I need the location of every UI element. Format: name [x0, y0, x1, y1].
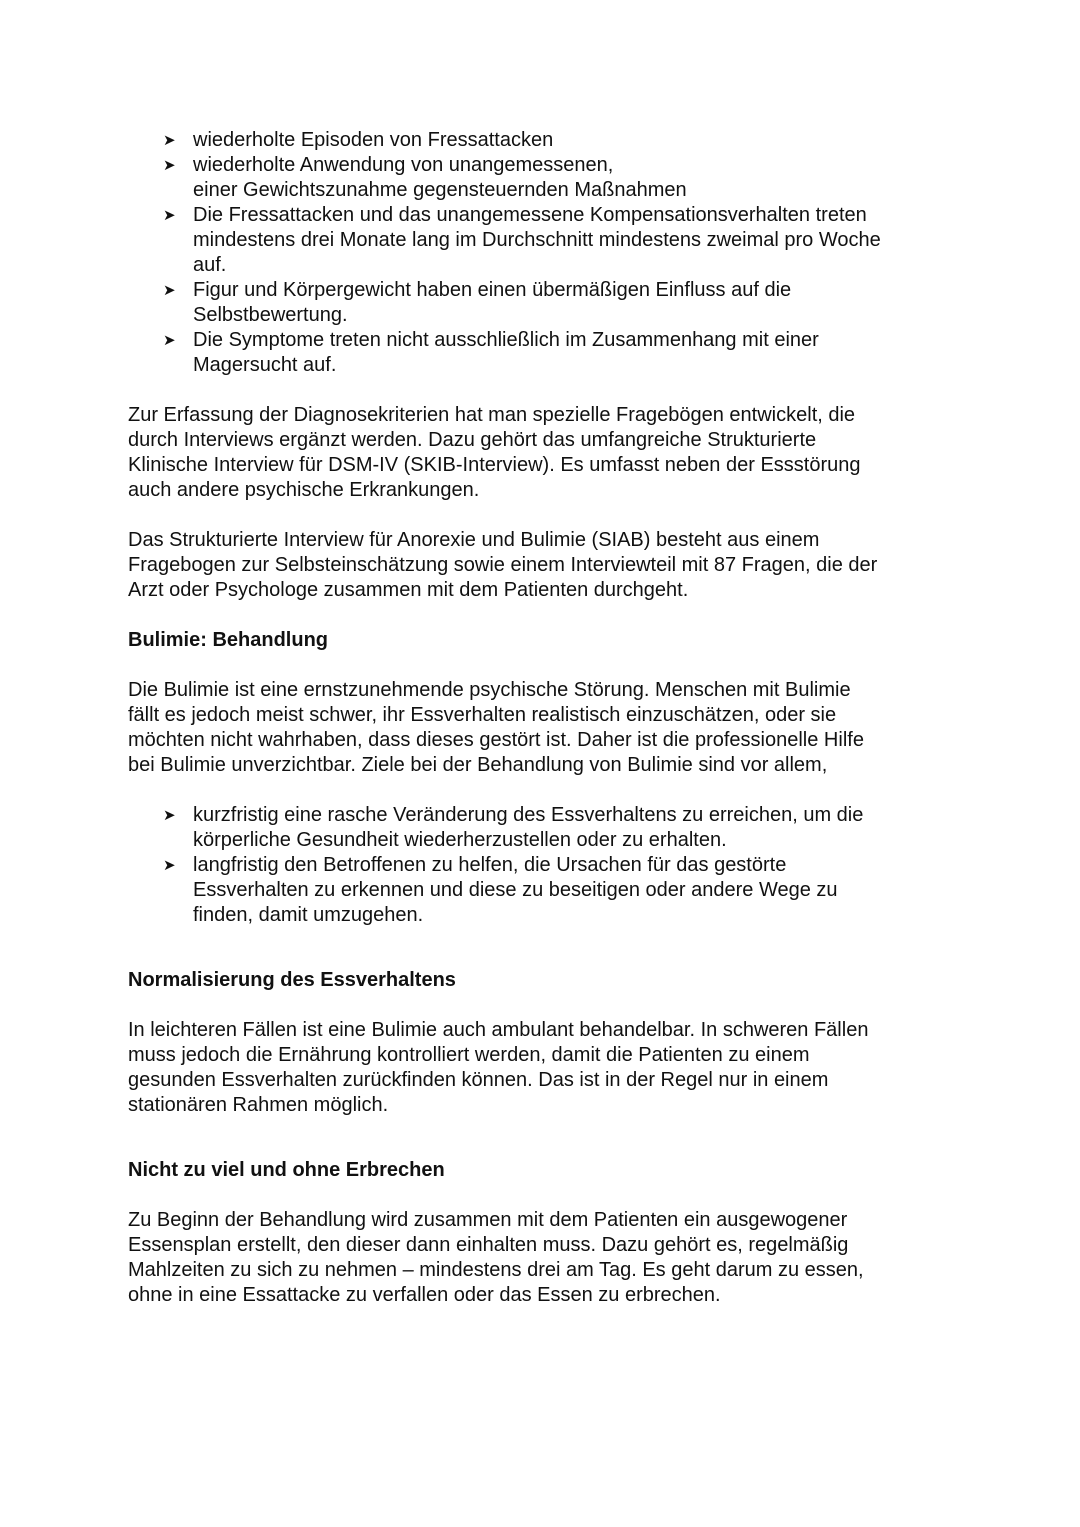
paragraph-vomiting	[128, 1208, 958, 1308]
paragraph-treatment	[128, 678, 958, 778]
criteria-list	[128, 128, 958, 378]
arrowhead-right-icon: ➤	[163, 332, 176, 349]
paragraph-siab	[128, 528, 958, 603]
list-item-text	[193, 279, 791, 326]
document-page	[128, 128, 958, 1308]
list-item	[163, 128, 958, 153]
text-line: In leichteren Fällen ist eine Bulimie auch ambulant behandelbar. In schweren Fällen	[128, 1019, 869, 1041]
list-item	[163, 278, 958, 328]
list-item	[163, 328, 958, 378]
text-line: Die Symptome treten nicht ausschließlich im Zusammenhang mit einer	[193, 329, 819, 351]
goals-list	[128, 803, 958, 928]
text-line: Zur Erfassung der Diagnosekriterien hat man spezielle Fragebögen entwickelt, die	[128, 404, 856, 426]
text-line: wiederholte Episoden von Fressattacken	[193, 129, 554, 151]
text-line: Die Bulimie ist eine ernstzunehmende psychische Störung. Menschen mit Bulimie	[128, 679, 851, 701]
text-line: kurzfristig eine rasche Veränderung des Essverhaltens zu erreichen, um die	[193, 804, 864, 826]
text-line: Selbstbewertung.	[193, 304, 348, 326]
text-line: Mahlzeiten zu sich zu nehmen – mindestens drei am Tag. Es geht darum zu essen,	[128, 1259, 864, 1281]
text-line: wiederholte Anwendung von unangemessenen,	[193, 154, 614, 176]
arrowhead-right-icon: ➤	[163, 282, 176, 299]
heading-normalization: Normalisierung des Essverhaltens	[128, 969, 456, 991]
heading-treatment: Bulimie: Behandlung	[128, 629, 328, 651]
text-line: finden, damit umzugehen.	[193, 904, 424, 926]
text-line: Klinische Interview für DSM-IV (SKIB-Interview). Es umfasst neben der Essstörung	[128, 454, 861, 476]
text-line: stationären Rahmen möglich.	[128, 1094, 389, 1116]
text-line: auch andere psychische Erkrankungen.	[128, 479, 480, 501]
arrowhead-right-icon: ➤	[163, 857, 176, 874]
paragraph-normalization	[128, 1018, 958, 1118]
text-line: mindestens drei Monate lang im Durchschnitt mindestens zweimal pro Woche	[193, 229, 881, 251]
text-line: ohne in eine Essattacke zu verfallen oder das Essen zu erbrechen.	[128, 1284, 721, 1306]
text-line: muss jedoch die Ernährung kontrolliert werden, damit die Patienten zu einem	[128, 1044, 810, 1066]
list-item	[163, 153, 958, 203]
text-line: Fragebogen zur Selbsteinschätzung sowie einem Interviewteil mit 87 Fragen, die der	[128, 554, 878, 576]
list-item	[163, 803, 958, 853]
arrowhead-right-icon: ➤	[163, 132, 176, 149]
text-line: Magersucht auf.	[193, 354, 337, 376]
text-line: Die Fressattacken und das unangemessene Kompensationsverhalten treten	[193, 204, 867, 226]
text-line: langfristig den Betroffenen zu helfen, die Ursachen für das gestörte	[193, 854, 787, 876]
list-item	[163, 203, 958, 278]
list-item-text	[193, 329, 819, 376]
list-item-text	[193, 154, 687, 201]
arrowhead-right-icon: ➤	[163, 807, 176, 824]
text-line: Zu Beginn der Behandlung wird zusammen mit dem Patienten ein ausgewogener	[128, 1209, 848, 1231]
text-line: fällt es jedoch meist schwer, ihr Essverhalten realistisch einzuschätzen, oder sie	[128, 704, 837, 726]
list-item-text	[193, 854, 838, 926]
text-line: durch Interviews ergänzt werden. Dazu gehört das umfangreiche Strukturierte	[128, 429, 817, 451]
paragraph-assessment	[128, 403, 958, 503]
text-line: einer Gewichtszunahme gegensteuernden Maßnahmen	[193, 179, 687, 201]
text-line: gesunden Essverhalten zurückfinden können. Das ist in der Regel nur in einem	[128, 1069, 829, 1091]
text-line: Essverhalten zu erkennen und diese zu beseitigen oder andere Wege zu	[193, 879, 838, 901]
list-item-text	[193, 129, 553, 151]
arrowhead-right-icon: ➤	[163, 207, 176, 224]
text-line: Arzt oder Psychologe zusammen mit dem Patienten durchgeht.	[128, 579, 689, 601]
list-item-text	[193, 804, 863, 851]
text-line: Das Strukturierte Interview für Anorexie und Bulimie (SIAB) besteht aus einem	[128, 529, 820, 551]
arrowhead-right-icon: ➤	[163, 157, 176, 174]
heading-vomiting: Nicht zu viel und ohne Erbrechen	[128, 1159, 445, 1181]
text-line: Figur und Körpergewicht haben einen übermäßigen Einfluss auf die	[193, 279, 792, 301]
text-line: bei Bulimie unverzichtbar. Ziele bei der Behandlung von Bulimie sind vor allem,	[128, 754, 828, 776]
text-line: auf.	[193, 254, 227, 276]
text-line: Essensplan erstellt, den dieser dann einhalten muss. Dazu gehört es, regelmäßig	[128, 1234, 849, 1256]
list-item	[163, 853, 958, 928]
text-line: körperliche Gesundheit wiederherzustellen oder zu erhalten.	[193, 829, 727, 851]
list-item-text	[193, 204, 881, 276]
text-line: möchten nicht wahrhaben, dass dieses gestört ist. Daher ist die professionelle Hilfe	[128, 729, 864, 751]
